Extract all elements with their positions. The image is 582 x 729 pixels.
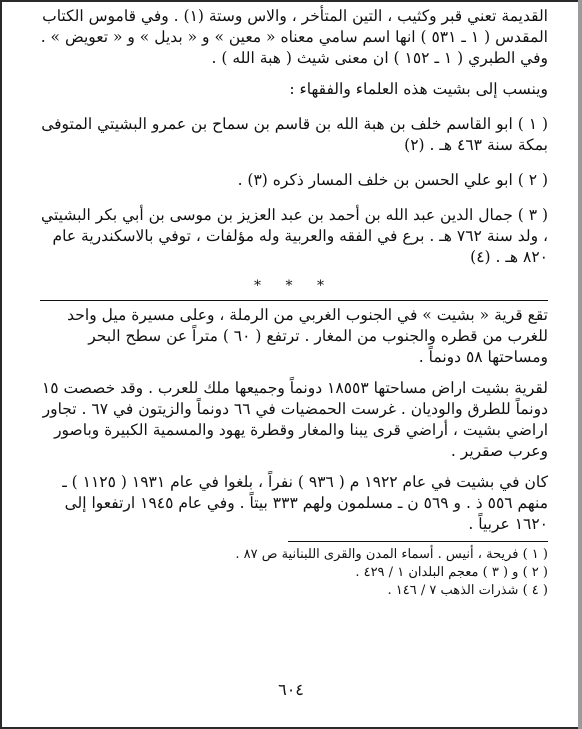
page-number: ٦٠٤ — [278, 680, 304, 699]
paragraph-scholar-2: ( ٢ ) ابو علي الحسن بن خلف المسار ذكره (٣) . — [237, 171, 548, 189]
paragraph-location: تقع قرية « بشيت » في الجنوب الغربي من الرملة ، وعلى مسيرة ميل واحد للغرب من قطره والجنوب من المغار . ترتفع ( ٦٠ ) متراً عن سطح البحر ومساحتها ٥٨ دونماً . — [67, 306, 548, 366]
document-page — [40, 6, 548, 600]
paragraph-etymology: القديمة تعني قبر وكثيب ، التين المتأخر ، والاس وستة (١) . وفي قاموس الكتاب المقدس ( ١ ـ ٥٣١ ) انها اسم سامي معناه « معين » و « بديل » و « تعويض » . وفي الطبري ( ١ ـ ١٥٢ ) ان معنى شيث ( هبة الله ) . — [40, 7, 548, 67]
scrollbar[interactable] — [578, 0, 582, 729]
footnote-1: ( ١ ) فريحة ، أنيس . أسماء المدن والقرى اللبنانية ص ٨٧ . — [235, 547, 548, 562]
paragraph-scholar-3: ( ٣ ) جمال الدين عبد الله بن أحمد بن عبد العزيز بن موسى بن أبي بكر البشيتي ، ولد سنة ٧٦٢ هـ . برع في الفقه والعربية وله مؤلفات ، توفي بالاسكندرية عام ٨٢٠ هـ . (٤) — [41, 206, 548, 266]
paragraph-scholar-1: ( ١ ) ابو القاسم خلف بن هبة الله بن قاسم بن سماح بن عمرو البشيتي المتوفى بمكة سنة ٤٦٣ هـ . (٢) — [41, 115, 548, 154]
footnote-separator — [288, 541, 548, 542]
section-rule — [40, 300, 548, 301]
paragraph-land: لقرية بشيت اراض مساحتها ١٨٥٥٣ دونماً وجميعها ملك للعرب . وقد خصصت ١٥ دونماً للطرق والوديان . غرست الحمضيات في ٦٦ دونماً والزيتون في ٦٧ . تجاور اراضي بشيت ، أراضي قرى يبنا والمغار وقطرة يهود والمسمية الكبيرة وباصور وعرب صقرير . — [41, 379, 548, 460]
footnote-2: ( ٢ ) و ( ٣ ) معجم البلدان ١ / ٤٢٩ . — [355, 565, 548, 580]
section-divider-stars: * * * — [254, 278, 334, 294]
footnotes — [40, 546, 548, 600]
footnote-3: ( ٤ ) شذرات الذهب ٧ / ١٤٦ . — [387, 583, 548, 598]
paragraph-population: كان في بشيت في عام ١٩٢٢ م ( ٩٣٦ ) نفراً ، بلغوا في عام ١٩٣١ ( ١١٢٥ ) ـ منهم ٥٥٦ ذ . و ٥٦٩ ن ـ مسلمون ولهم ٣٣٣ بيتاً . وفي عام ١٩٤٥ ارتفعوا إلى ١٦٢٠ عربياً . — [62, 473, 548, 533]
paragraph-scholars-intro: وينسب إلى بشيت هذه العلماء والفقهاء : — [289, 80, 548, 98]
